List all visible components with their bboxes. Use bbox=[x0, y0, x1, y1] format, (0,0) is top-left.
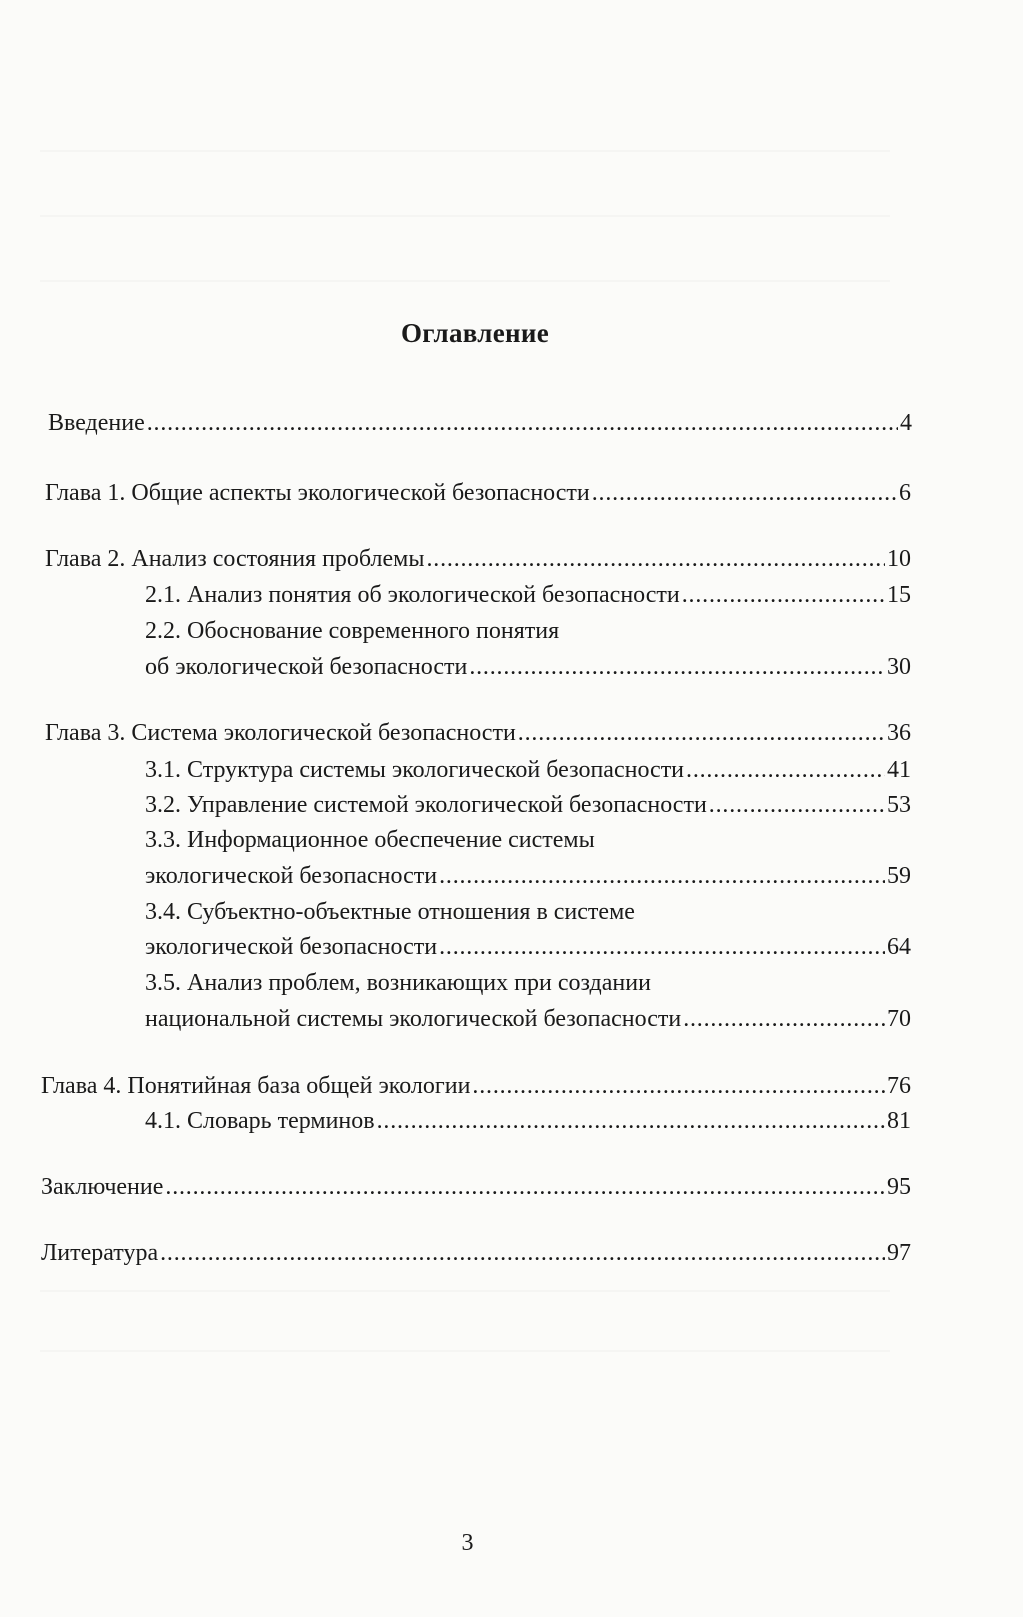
toc-entry-section-3-5[interactable] bbox=[145, 1004, 911, 1034]
toc-entry-section-4-1[interactable] bbox=[145, 1106, 911, 1136]
toc-entry-label: Глава 1. Общие аспекты экологической безопасности bbox=[45, 480, 590, 506]
toc-entry-section-3-1[interactable] bbox=[145, 755, 911, 785]
toc-entry-label: Введение bbox=[48, 410, 145, 436]
toc-entry-section-3-4[interactable] bbox=[145, 932, 911, 962]
toc-entry-page: 4 bbox=[900, 410, 912, 436]
toc-entry-label: экологической безопасности bbox=[145, 934, 438, 960]
toc-entry-literature[interactable] bbox=[41, 1238, 911, 1268]
dot-leader bbox=[427, 544, 886, 574]
toc-entry-label: об экологической безопасности bbox=[145, 654, 468, 680]
dot-leader bbox=[709, 790, 885, 820]
toc-entry-label: 3.1. Структура системы экологической безопасности bbox=[145, 757, 685, 783]
toc-entry-page: 15 bbox=[887, 582, 911, 608]
dot-leader bbox=[160, 1238, 885, 1268]
toc-entry-introduction[interactable] bbox=[48, 408, 912, 438]
toc-entry-section-3-3-line1: 3.3. Информационное обеспечение системы bbox=[145, 827, 595, 853]
toc-entry-label: Литература bbox=[41, 1240, 159, 1266]
dot-leader bbox=[518, 718, 885, 748]
dot-leader bbox=[469, 652, 885, 682]
toc-entry-label: 4.1. Словарь терминов bbox=[145, 1108, 375, 1134]
toc-entry-section-3-2[interactable] bbox=[145, 790, 911, 820]
toc-entry-page: 70 bbox=[887, 1006, 911, 1032]
toc-entry-page: 76 bbox=[887, 1073, 911, 1099]
page-number: 3 bbox=[461, 1530, 474, 1556]
toc-entry-section-3-3[interactable] bbox=[145, 861, 911, 891]
dot-leader bbox=[165, 1172, 885, 1202]
toc-entry-label: 2.1. Анализ понятия об экологической безопасности bbox=[145, 582, 680, 608]
page-title: Оглавление bbox=[401, 318, 549, 348]
dot-leader bbox=[686, 755, 885, 785]
dot-leader bbox=[439, 932, 885, 962]
toc-entry-section-3-4-line1: 3.4. Субъектно-объектные отношения в системе bbox=[145, 899, 635, 925]
toc-entry-label: Глава 2. Анализ состояния проблемы bbox=[45, 546, 425, 572]
toc-entry-page: 6 bbox=[899, 480, 911, 506]
toc-entry-section-2-2-line1: 2.2. Обоснование современного понятия bbox=[145, 618, 560, 644]
toc-entry-section-2-1[interactable] bbox=[145, 580, 911, 610]
toc-entry-page: 97 bbox=[887, 1240, 911, 1266]
toc-entry-chapter-1[interactable] bbox=[45, 478, 911, 508]
toc-entry-label: национальной системы экологической безопасности bbox=[145, 1006, 682, 1032]
toc-entry-label: экологической безопасности bbox=[145, 863, 438, 889]
toc-entry-section-3-5-line1: 3.5. Анализ проблем, возникающих при создании bbox=[145, 970, 651, 996]
toc-entry-label: Глава 3. Система экологической безопасности bbox=[45, 720, 516, 746]
toc-entry-page: 81 bbox=[887, 1108, 911, 1134]
toc-entry-page: 64 bbox=[887, 934, 911, 960]
toc-entry-chapter-4[interactable] bbox=[41, 1071, 911, 1101]
dot-leader bbox=[682, 580, 885, 610]
dot-leader bbox=[377, 1106, 885, 1136]
dot-leader bbox=[472, 1071, 885, 1101]
toc-entry-page: 53 bbox=[887, 792, 911, 818]
toc-entry-page: 59 bbox=[887, 863, 911, 889]
toc-entry-label: Заключение bbox=[41, 1174, 164, 1200]
toc-entry-section-2-2[interactable] bbox=[145, 652, 911, 682]
toc-entry-chapter-2[interactable] bbox=[45, 544, 911, 574]
toc-entry-conclusion[interactable] bbox=[41, 1172, 911, 1202]
toc-entry-page: 95 bbox=[887, 1174, 911, 1200]
toc-entry-page: 41 bbox=[887, 757, 911, 783]
toc-entry-label: Глава 4. Понятийная база общей экологии bbox=[41, 1073, 471, 1099]
dot-leader bbox=[147, 408, 898, 438]
toc-entry-page: 30 bbox=[887, 654, 911, 680]
dot-leader bbox=[439, 861, 885, 891]
toc-entry-label: 3.2. Управление системой экологической безопасности bbox=[145, 792, 707, 818]
dot-leader bbox=[592, 478, 897, 508]
dot-leader bbox=[683, 1004, 885, 1034]
toc-entry-page: 36 bbox=[887, 720, 911, 746]
toc-entry-chapter-3[interactable] bbox=[45, 718, 911, 748]
toc-entry-page: 10 bbox=[887, 546, 911, 572]
